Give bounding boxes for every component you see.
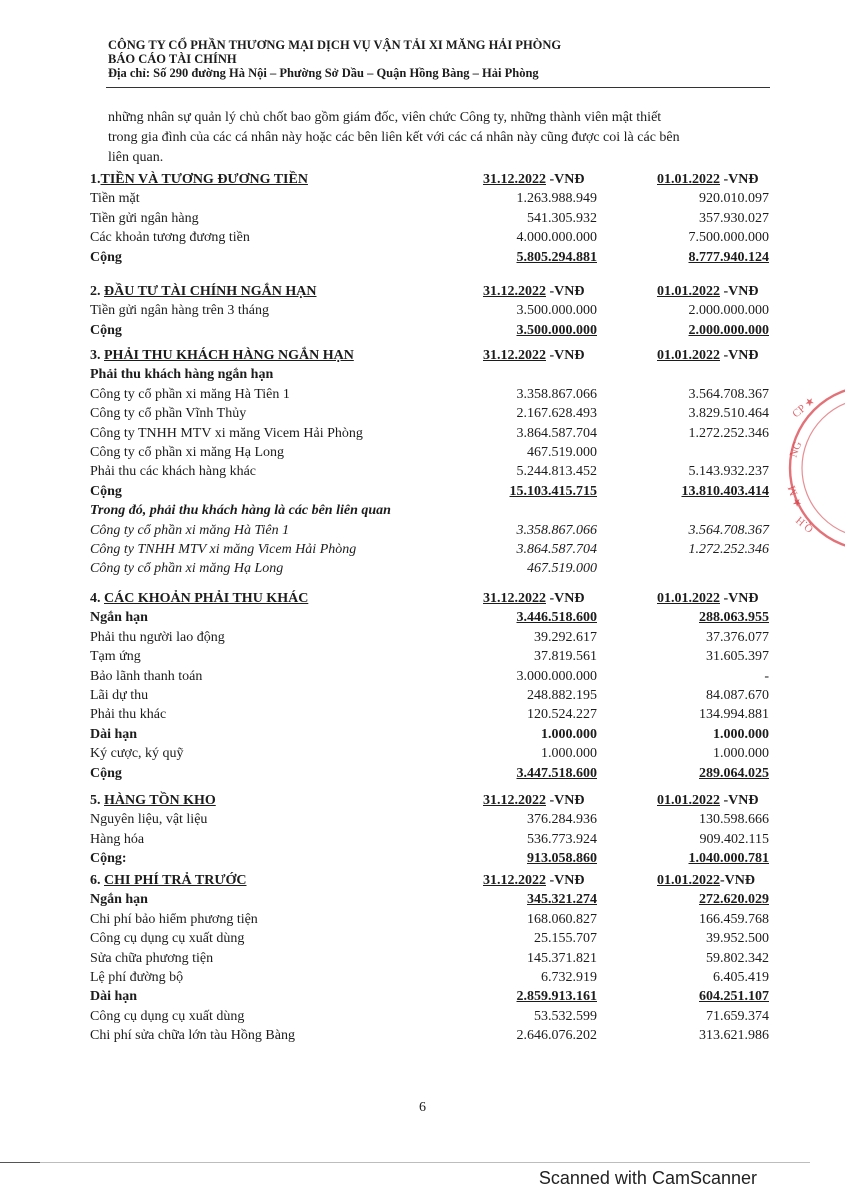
column-unit: -VNĐ xyxy=(720,348,759,363)
table-row xyxy=(0,648,845,667)
section-header-row xyxy=(0,590,845,609)
value-prior: 3.564.708.367 xyxy=(688,386,769,402)
note-section xyxy=(0,283,845,341)
column-unit: -VNĐ xyxy=(720,793,759,808)
table-row xyxy=(0,463,845,482)
column-header-current xyxy=(483,591,585,607)
column-unit: -VNĐ xyxy=(720,284,759,299)
value-current: 37.819.561 xyxy=(534,649,597,665)
value-prior: - xyxy=(764,668,769,684)
column-date: 31.12.2022 xyxy=(483,793,546,808)
row-label: Cộng xyxy=(90,322,122,338)
value-prior: 134.994.881 xyxy=(699,707,769,723)
table-row xyxy=(0,745,845,764)
section-title xyxy=(90,873,246,889)
table-row xyxy=(0,706,845,725)
row-label: Công ty cổ phần xi măng Hà Tiên 1 xyxy=(90,522,290,538)
footer-divider xyxy=(40,1162,810,1163)
value-prior: 3.829.510.464 xyxy=(688,406,769,422)
table-row xyxy=(0,249,845,268)
value-prior: 357.930.027 xyxy=(699,210,769,226)
section-header-row xyxy=(0,283,845,302)
value-current: 376.284.936 xyxy=(527,812,597,828)
row-label: Bảo lãnh thanh toán xyxy=(90,668,203,684)
table-row xyxy=(0,891,845,910)
section-number: 4. xyxy=(90,591,104,606)
row-label: Phải thu người lao động xyxy=(90,629,225,645)
value-current: 120.524.227 xyxy=(527,707,597,723)
row-label: Tiền gửi ngân hàng xyxy=(90,210,199,226)
value-current: 248.882.195 xyxy=(527,687,597,703)
column-date: 01.01.2022 xyxy=(657,591,720,606)
value-prior: 84.087.670 xyxy=(706,687,769,703)
row-label: Ngắn hạn xyxy=(90,892,148,908)
table-row xyxy=(0,210,845,229)
note-section xyxy=(0,347,845,580)
column-unit: -VNĐ xyxy=(546,284,585,299)
column-date: 01.01.2022 xyxy=(657,172,720,187)
column-date: 31.12.2022 xyxy=(483,591,546,606)
column-date: 01.01.2022 xyxy=(657,348,720,363)
row-label: Hàng hóa xyxy=(90,831,145,847)
column-date: 01.01.2022 xyxy=(657,793,720,808)
table-row xyxy=(0,483,845,502)
section-name: TIỀN VÀ TƯƠNG ĐƯƠNG TIỀN xyxy=(100,172,308,187)
value-prior: 288.063.955 xyxy=(699,610,769,626)
column-date: 31.12.2022 xyxy=(483,873,546,888)
value-current: 25.155.707 xyxy=(534,931,597,947)
column-header-current xyxy=(483,172,585,188)
section-title xyxy=(90,591,308,607)
table-row xyxy=(0,911,845,930)
value-current: 39.292.617 xyxy=(534,629,597,645)
value-current: 467.519.000 xyxy=(527,561,597,577)
column-unit: -VNĐ xyxy=(546,873,585,888)
column-header-current xyxy=(483,348,585,364)
value-prior: 2.000.000.000 xyxy=(688,303,769,319)
value-prior: 6.405.419 xyxy=(713,969,769,985)
value-prior: 289.064.025 xyxy=(699,765,769,781)
table-row xyxy=(0,668,845,687)
table-row xyxy=(0,831,845,850)
section-header-row xyxy=(0,171,845,190)
column-unit: -VNĐ xyxy=(720,591,759,606)
table-row xyxy=(0,302,845,321)
row-label: Lệ phí đường bộ xyxy=(90,969,184,985)
value-current: 5.244.813.452 xyxy=(516,464,597,480)
value-current: 345.321.274 xyxy=(527,892,597,908)
column-unit: -VNĐ xyxy=(546,172,585,187)
value-current: 2.646.076.202 xyxy=(516,1028,597,1044)
section-name: HÀNG TỒN KHO xyxy=(104,793,216,808)
row-label: Công ty cổ phần xi măng Hà Tiên 1 xyxy=(90,386,290,402)
value-current: 3.500.000.000 xyxy=(516,303,597,319)
value-current: 536.773.924 xyxy=(527,831,597,847)
value-prior: 909.402.115 xyxy=(699,831,769,847)
value-current: 3.864.587.704 xyxy=(516,541,597,557)
table-row xyxy=(0,765,845,784)
section-header-row xyxy=(0,347,845,366)
value-prior: 130.598.666 xyxy=(699,812,769,828)
value-prior: 3.564.708.367 xyxy=(688,522,769,538)
section-title xyxy=(90,284,316,300)
company-seal-stamp xyxy=(782,378,845,558)
table-row xyxy=(0,1008,845,1027)
table-row xyxy=(0,386,845,405)
value-prior: 71.659.374 xyxy=(706,1008,769,1024)
value-prior: 1.272.252.346 xyxy=(688,541,769,557)
table-row xyxy=(0,502,845,521)
row-label: Lãi dự thu xyxy=(90,687,149,703)
column-unit: -VNĐ xyxy=(546,793,585,808)
value-prior: 1.000.000 xyxy=(713,746,769,762)
intro-line: liên quan. xyxy=(108,150,164,165)
value-current: 541.305.932 xyxy=(527,210,597,226)
row-label: Tạm ứng xyxy=(90,649,141,665)
row-label: Công cụ dụng cụ xuất dùng xyxy=(90,931,245,947)
column-header-prior xyxy=(657,873,755,889)
column-header-current xyxy=(483,873,585,889)
row-label: Công ty cổ phần xi măng Hạ Long xyxy=(90,561,284,577)
column-unit: -VNĐ xyxy=(720,873,755,888)
row-label: Dài hạn xyxy=(90,726,138,742)
row-label: Tiền mặt xyxy=(90,191,140,207)
section-header-row xyxy=(0,792,845,811)
row-label: Trong đó, phải thu khách hàng là các bên liên quan xyxy=(90,503,391,519)
note-section xyxy=(0,590,845,784)
table-row xyxy=(0,930,845,949)
page-number: 6 xyxy=(419,1100,426,1115)
section-name: CHI PHÍ TRẢ TRƯỚC xyxy=(104,873,247,888)
section-name: CÁC KHOẢN PHẢI THU KHÁC xyxy=(104,591,309,606)
intro-paragraph xyxy=(108,108,768,168)
row-label: Cộng xyxy=(90,249,122,265)
value-current: 1.000.000 xyxy=(541,726,597,742)
table-row xyxy=(0,425,845,444)
value-current: 1.263.988.949 xyxy=(516,191,597,207)
note-section xyxy=(0,872,845,1047)
report-header xyxy=(108,38,768,80)
value-prior: 39.952.500 xyxy=(706,931,769,947)
value-current: 5.805.294.881 xyxy=(516,249,597,265)
column-unit: -VNĐ xyxy=(546,348,585,363)
section-name: ĐẦU TƯ TÀI CHÍNH NGẮN HẠN xyxy=(104,284,317,299)
row-label: Công cụ dụng cụ xuất dùng xyxy=(90,1008,245,1024)
table-row xyxy=(0,969,845,988)
intro-line: những nhân sự quản lý chủ chốt bao gồm giám đốc, viên chức Công ty, những thành viên mật thiết xyxy=(108,110,662,125)
table-row xyxy=(0,988,845,1007)
table-row xyxy=(0,366,845,385)
value-prior: 604.251.107 xyxy=(699,989,769,1005)
table-row xyxy=(0,405,845,424)
table-row xyxy=(0,229,845,248)
header-divider xyxy=(106,87,770,88)
row-label: Chi phí bảo hiểm phương tiện xyxy=(90,911,258,927)
section-number: 5. xyxy=(90,793,104,808)
section-number: 2. xyxy=(90,284,104,299)
column-header-prior xyxy=(657,348,759,364)
table-row xyxy=(0,850,845,869)
table-row xyxy=(0,522,845,541)
row-label: Công ty TNHH MTV xi măng Vicem Hải Phòng xyxy=(90,425,363,441)
row-label: Công ty cổ phần Vĩnh Thủy xyxy=(90,406,247,422)
column-unit: -VNĐ xyxy=(546,591,585,606)
value-prior: 31.605.397 xyxy=(706,649,769,665)
value-prior: 59.802.342 xyxy=(706,950,769,966)
note-section xyxy=(0,792,845,870)
value-prior: 1.040.000.781 xyxy=(688,851,769,867)
value-current: 3.446.518.600 xyxy=(516,610,597,626)
value-current: 3.447.518.600 xyxy=(516,765,597,781)
row-label: Cộng xyxy=(90,765,122,781)
table-row xyxy=(0,541,845,560)
column-header-prior xyxy=(657,591,759,607)
value-current: 3.358.867.066 xyxy=(516,522,597,538)
value-prior: 8.777.940.124 xyxy=(688,249,769,265)
row-label: Phải thu khách hàng ngắn hạn xyxy=(90,367,274,383)
table-row xyxy=(0,609,845,628)
table-row xyxy=(0,190,845,209)
value-prior: 1.000.000 xyxy=(713,726,769,742)
value-prior: 7.500.000.000 xyxy=(688,230,769,246)
column-date: 31.12.2022 xyxy=(483,284,546,299)
row-label: Tiền gửi ngân hàng trên 3 tháng xyxy=(90,303,269,319)
table-row xyxy=(0,629,845,648)
row-label: Chi phí sửa chữa lớn tàu Hồng Bàng xyxy=(90,1028,295,1044)
company-address: Địa chỉ: Số 290 đường Hà Nội – Phường Sở Dầu – Quận Hồng Bàng – Hải Phòng xyxy=(108,66,539,80)
table-row xyxy=(0,726,845,745)
svg-text:Q.H: Q.H xyxy=(793,513,816,535)
scanner-watermark: Scanned with CamScanner xyxy=(538,1168,757,1188)
value-current: 3.864.587.704 xyxy=(516,425,597,441)
section-title xyxy=(90,172,308,188)
value-prior: 37.376.077 xyxy=(706,629,769,645)
section-number: 6. xyxy=(90,873,104,888)
row-label: Ngắn hạn xyxy=(90,610,148,626)
section-name: PHẢI THU KHÁCH HÀNG NGẮN HẠN xyxy=(104,348,354,363)
svg-text:★ M: ★ M xyxy=(785,483,805,510)
value-prior: 920.010.097 xyxy=(699,191,769,207)
row-label: Ký cược, ký quỹ xyxy=(90,746,184,762)
column-header-prior xyxy=(657,172,759,188)
section-title xyxy=(90,348,354,364)
column-header-current xyxy=(483,793,585,809)
column-date: 01.01.2022 xyxy=(657,873,720,888)
svg-text:CP ★: CP ★ xyxy=(790,394,818,421)
value-current: 3.358.867.066 xyxy=(516,386,597,402)
value-current: 145.371.821 xyxy=(527,950,597,966)
value-current: 2.167.628.493 xyxy=(516,406,597,422)
value-current: 168.060.827 xyxy=(527,911,597,927)
column-date: 31.12.2022 xyxy=(483,172,546,187)
value-current: 4.000.000.000 xyxy=(516,230,597,246)
section-number: 1. xyxy=(90,172,101,187)
row-label: Sửa chữa phương tiện xyxy=(90,950,214,966)
value-prior: 5.143.932.237 xyxy=(688,464,769,480)
value-current: 53.532.599 xyxy=(534,1008,597,1024)
table-row xyxy=(0,811,845,830)
column-date: 01.01.2022 xyxy=(657,284,720,299)
column-date: 31.12.2022 xyxy=(483,348,546,363)
value-current: 467.519.000 xyxy=(527,444,597,460)
value-current: 913.058.860 xyxy=(527,851,597,867)
column-header-prior xyxy=(657,793,759,809)
intro-line: trong gia đình của các cá nhân này hoặc các bên liên kết với các cá nhân này cũng được coi là các bên xyxy=(108,130,680,145)
section-header-row xyxy=(0,872,845,891)
value-current: 1.000.000 xyxy=(541,746,597,762)
table-row xyxy=(0,1027,845,1046)
company-name: CÔNG TY CỔ PHẦN THƯƠNG MẠI DỊCH VỤ VẬN TẢI XI MĂNG HẢI PHÒNG xyxy=(108,38,562,52)
value-current: 3.000.000.000 xyxy=(516,668,597,684)
row-label: Công ty TNHH MTV xi măng Vicem Hải Phòng xyxy=(90,541,357,557)
table-row xyxy=(0,444,845,463)
row-label: Công ty cổ phần xi măng Hạ Long xyxy=(90,444,285,460)
value-prior: 272.620.029 xyxy=(699,892,769,908)
value-prior: 166.459.768 xyxy=(699,911,769,927)
value-prior: 13.810.403.414 xyxy=(681,483,769,499)
report-title: BÁO CÁO TÀI CHÍNH xyxy=(108,52,237,66)
table-row xyxy=(0,950,845,969)
table-row xyxy=(0,560,845,579)
value-current: 6.732.919 xyxy=(541,969,597,985)
section-title xyxy=(90,793,216,809)
row-label: Phải thu các khách hàng khác xyxy=(90,464,256,480)
value-current: 3.500.000.000 xyxy=(516,322,597,338)
column-header-current xyxy=(483,284,585,300)
row-label: Cộng xyxy=(90,483,122,499)
column-header-prior xyxy=(657,284,759,300)
value-current: 2.859.913.161 xyxy=(516,989,597,1005)
value-current: 15.103.415.715 xyxy=(509,483,597,499)
note-section xyxy=(0,171,845,268)
row-label: Các khoản tương đương tiền xyxy=(90,230,250,246)
svg-text:NG: NG xyxy=(787,439,805,460)
column-unit: -VNĐ xyxy=(720,172,759,187)
value-prior: 313.621.986 xyxy=(699,1028,769,1044)
row-label: Nguyên liệu, vật liệu xyxy=(90,812,208,828)
table-row xyxy=(0,687,845,706)
value-prior: 1.272.252.346 xyxy=(688,425,769,441)
row-label: Phải thu khác xyxy=(90,707,167,723)
row-label: Dài hạn xyxy=(90,989,138,1005)
table-row xyxy=(0,322,845,341)
value-prior: 2.000.000.000 xyxy=(688,322,769,338)
row-label: Cộng: xyxy=(90,851,127,867)
section-number: 3. xyxy=(90,348,104,363)
